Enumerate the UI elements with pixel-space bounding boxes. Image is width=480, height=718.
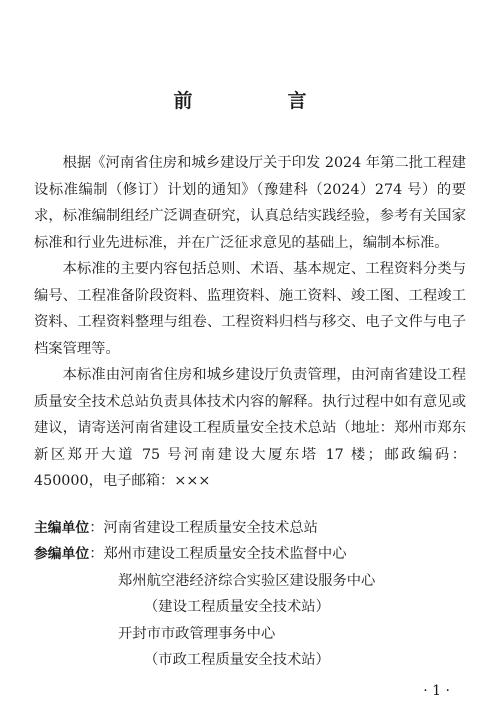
paragraph-management	[34, 362, 466, 495]
participating-unit-label: 参编单位	[34, 546, 90, 562]
paragraph-text: 本标准由河南省住房和城乡建设厅负责管理，由河南省建设工程质量安全技术总站负责具体技术内容的解释。执行过程中如有意见或建议，请寄送河南省建设工程质量安全技术总站（地址：郑州市郑东新区郑开大道 75 号河南建设大厦东塔 17 楼；邮政编码：450000，电子邮箱：×××	[34, 367, 466, 489]
participating-unit-item: 郑州航空港经济综合实验区建设服务中心	[118, 573, 376, 589]
page-title: 前 言	[173, 90, 345, 112]
participating-unit-item: （市政工程质量安全技术站）	[144, 652, 330, 668]
participating-unit-first: ：郑州市建设工程质量安全技术监督中心	[89, 546, 347, 562]
participating-unit-row	[34, 541, 474, 568]
chief-unit-row	[34, 515, 474, 542]
chief-unit-value: ：河南省建设工程质量安全技术总站	[89, 520, 318, 536]
participating-unit-item: （建设工程质量安全技术站）	[144, 599, 330, 615]
paragraph-contents	[34, 256, 466, 362]
paragraph-text: 根据《河南省住房和城乡建设厅关于印发 2024 年第二批工程建设标准编制（修订）计划的通知》（豫建科（2024）274 号）的要求，标准编制组经广泛调查研究，认真总结实践经验，参考有关国家标准和行业先进标准，并在广泛征求意见的基础上，编制本标准。	[34, 155, 466, 251]
paragraph-basis	[34, 150, 466, 256]
page-number: · 1 ·	[423, 683, 450, 699]
chief-unit-label: 主编单位	[34, 520, 90, 536]
paragraph-text: 本标准的主要内容包括总则、术语、基本规定、工程资料分类与编号、工程准备阶段资料、监理资料、施工资料、竣工图、工程竣工资料、工程资料整理与组卷、工程资料归档与移交、电子文件与电子档案管理等。	[34, 261, 466, 357]
participating-unit-item: 开封市市政管理事务中心	[118, 626, 276, 642]
